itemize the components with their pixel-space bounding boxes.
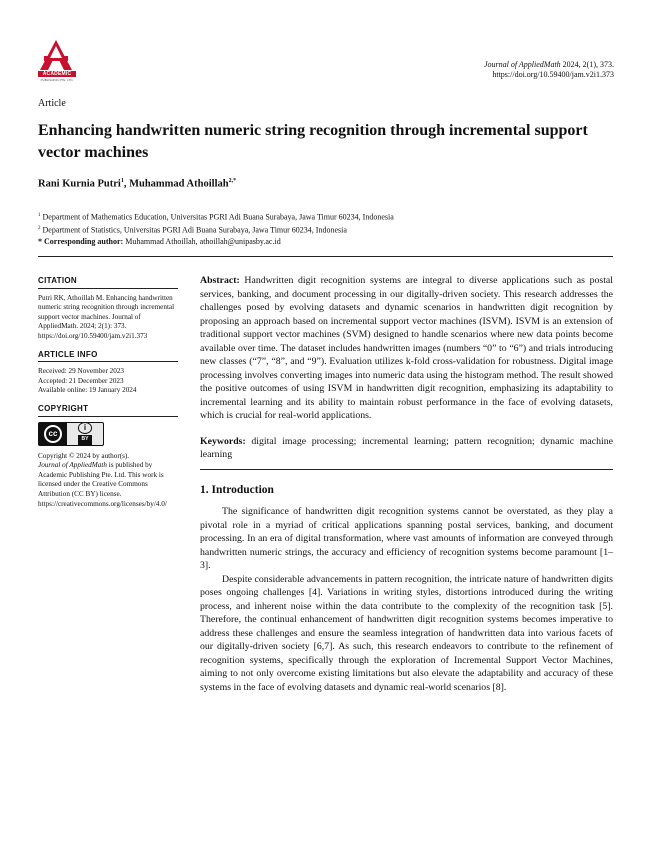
corresponding-author <box>38 236 618 248</box>
journal-doi-link[interactable]: https://doi.org/10.59400/jam.v2i1.373 <box>492 70 614 79</box>
publisher-journal-name: Journal of AppliedMath <box>38 461 107 470</box>
author-1-affil: 1 <box>120 178 124 184</box>
author-list <box>38 178 236 190</box>
logo-sub-label: PUBLISHING PTE. LTD. <box>40 78 74 82</box>
publisher-text: is published by Academic Publishing Pte. Ltd. This work is licensed under the Creative Commons Attribution (CC BY) license. <box>38 461 164 498</box>
license-link[interactable]: https://creativecommons.org/licenses/by/4.0/ <box>38 499 167 508</box>
introduction-body <box>200 505 613 694</box>
by-label: BY <box>78 435 93 445</box>
abstract-divider <box>200 469 613 470</box>
cc-by-license-badge[interactable] <box>38 422 104 446</box>
citation-block <box>38 276 178 342</box>
copyright-block <box>38 404 178 509</box>
corresponding-label: * Corresponding author: <box>38 237 124 247</box>
affiliation-2 <box>38 223 618 236</box>
keywords <box>200 435 613 462</box>
cc-icon: cc <box>44 425 62 443</box>
affiliation-1-sup: 1 <box>38 213 41 218</box>
attribution-icon: i <box>78 422 92 434</box>
author-2-affil: 2,* <box>228 178 237 184</box>
journal-info <box>484 60 614 80</box>
author-1: Rani Kurnia Putri <box>38 178 121 190</box>
publisher-logo-icon <box>40 40 72 74</box>
logo-label: ACADEMIC <box>38 71 76 77</box>
affiliation-2-text: Department of Statistics, Universitas PGRI Adi Buana Surabaya, Jawa Timur 60234, Indonesia <box>40 225 347 235</box>
article-info-heading: ARTICLE INFO <box>38 350 178 363</box>
available-date: Available online: 19 January 2024 <box>38 386 137 395</box>
affiliations <box>38 210 618 248</box>
keywords-label: Keywords: <box>200 435 246 447</box>
section-heading-introduction: 1. Introduction <box>200 483 274 496</box>
sidebar <box>38 276 178 517</box>
received-date: Received: 29 November 2023 <box>38 367 125 376</box>
intro-paragraph-2: Despite considerable advancements in pattern recognition, the intricate nature of handwritten digits poses ongoing challenges [4]. Variations in writing styles, distortions introduced during the writing process, and inherent noise within the data contribute to the complexity of the recognition task [5]. Therefore, the continual enhancement of handwritten digit recognition systems becomes imperative to address these challenges and ensure the seamless integration of handwritten data into various facets of our digitally-driven society [6,7]. As such, this research endeavors to contribute to the refinement of recognition systems, specifically through the exploration of Incremental Support Vector Machines, aiming to not only overcome existing limitations but also elevate the adaptability and accuracy of these systems in the face of evolving datasets and dynamic real-world scenarios [8]. <box>200 573 613 693</box>
abstract-text: Handwritten digit recognition systems are integral to diverse applications such as postal services, banking, and document processing in our digitally-driven society. This research addresses the challenges posed by evolving datasets and dynamic scenarios in handwritten digit recognition by proposing an approach based on incremental support vector machines (ISVM). ISVM is an extension of traditional support vector machines (SVM) designed to handle scenarios where new data points become available over time. The dataset includes handwritten images (numbers “0” to “6”) and trials introducing new classes (“7”, “8”, and “9”). Evaluation utilizes k-fold cross-validation for robustness. Digital image processing involves converting images into numeric data using the histogram method. The result showed the positive outcomes of using ISVM in handwritten digit recognition, emphasizing its adaptability to incremental learning and its ability to maintain robust performance in the face of evolving datasets, which is crucial for real-world applications. <box>200 275 613 421</box>
author-2: Muhammad Athoillah <box>129 178 229 190</box>
corresponding-text[interactable]: Muhammad Athoillah, athoillah@unipasby.ac.id <box>123 237 281 247</box>
abstract-label: Abstract: <box>200 275 240 286</box>
accepted-date: Accepted: 21 December 2023 <box>38 376 124 385</box>
article-type: Article <box>38 98 66 109</box>
citation-text: Putri RK, Athoillah M. Enhancing handwritten numeric string recognition through incremental support vector machines. Journal of AppliedMath. 2024; 2(1): 373. https://doi.org/10.59400/jam.v2i1.373 <box>38 293 175 340</box>
keywords-text: digital image processing; incremental learning; pattern recognition; dynamic machine learning <box>200 435 613 460</box>
paper-title: Enhancing handwritten numeric string recognition through incremental support vector machines <box>38 122 588 161</box>
citation-heading: CITATION <box>38 276 178 289</box>
publisher-statement <box>38 461 178 499</box>
copyright-line: Copyright © 2024 by author(s). <box>38 451 130 460</box>
copyright-heading: COPYRIGHT <box>38 404 178 417</box>
header-divider <box>38 256 613 257</box>
journal-issue: 2024, 2(1), 373. <box>560 60 614 69</box>
article-info-block <box>38 350 178 396</box>
journal-name: Journal of AppliedMath <box>483 60 561 69</box>
abstract <box>200 274 613 423</box>
main-content <box>200 274 613 694</box>
affiliation-1-text: Department of Mathematics Education, Universitas PGRI Adi Buana Surabaya, Jawa Timur 60234, Indonesia <box>40 212 394 222</box>
author-separator: , <box>123 178 130 190</box>
intro-paragraph-1: The significance of handwritten digit recognition systems cannot be overstated, as they play a pivotal role in a myriad of critical applications spanning postal services, banking, and document processing. In an era of digital transformation, where vast amounts of information are conveyed through handwritten numeric strings, the accuracy and efficiency of recognition systems become paramount [1–3]. <box>200 506 613 571</box>
affiliation-1 <box>38 210 618 223</box>
affiliation-2-sup: 2 <box>38 226 41 232</box>
